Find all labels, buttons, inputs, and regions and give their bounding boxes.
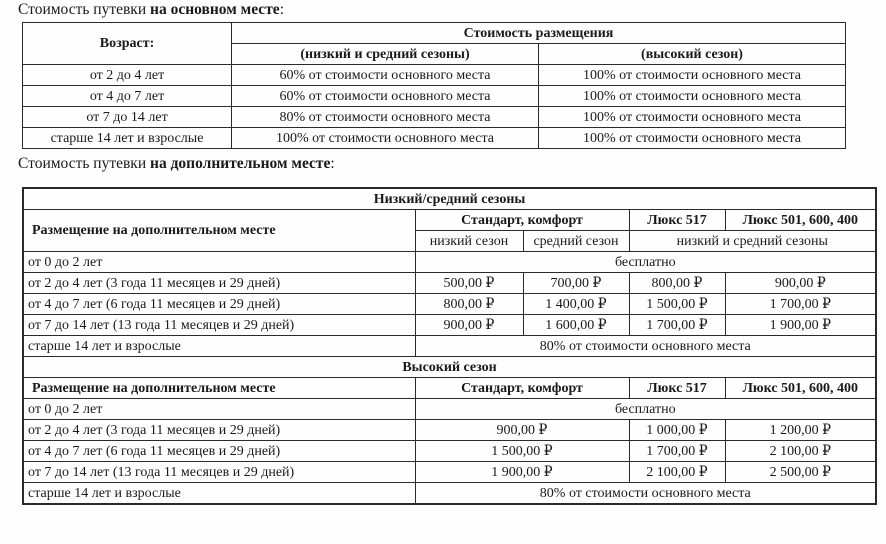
age-cell: от 0 до 2 лет (23, 399, 415, 420)
price-cell: 1 600,00 ₽ (523, 315, 629, 336)
value-cell: 80% от стоимости основного места (232, 107, 539, 128)
cost-header: Стоимость размещения (232, 23, 846, 44)
age-cell: от 2 до 4 лет (3 года 11 месяцев и 29 дней) (23, 273, 415, 294)
age-cell: от 4 до 7 лет (23, 86, 232, 107)
standard-header-high: Стандарт, комфорт (415, 378, 629, 399)
age-cell: старше 14 лет и взрослые (23, 336, 415, 357)
value-cell: 100% от стоимости основного места (539, 107, 846, 128)
main-place-table (22, 22, 846, 149)
low-season-header: низкий сезон (415, 231, 523, 252)
table-row (23, 315, 876, 336)
table-row (23, 462, 876, 483)
price-cell: 1 000,00 ₽ (629, 420, 725, 441)
table-row (23, 294, 876, 315)
value-cell: 100% от стоимости основного места (539, 128, 846, 149)
price-cell: 2 100,00 ₽ (725, 441, 876, 462)
age-cell: от 7 до 14 лет (13 года 11 месяцев и 29 дней) (23, 462, 415, 483)
price-cell: 1 900,00 ₽ (415, 462, 629, 483)
extra-place-table (22, 187, 877, 505)
caption-text: Стоимость путевки (18, 1, 151, 18)
placement-header-high: Размещение на дополнительном месте (23, 378, 415, 399)
age-cell: старше 14 лет и взрослые (23, 483, 415, 505)
free-cell: бесплатно (415, 399, 876, 420)
high-season-title: Высокий сезон (23, 357, 876, 378)
value-cell: 60% от стоимости основного места (232, 86, 539, 107)
table-row (23, 107, 846, 128)
caption-suffix: : (279, 1, 284, 18)
price-cell: 1 900,00 ₽ (725, 315, 876, 336)
price-cell: 1 700,00 ₽ (725, 294, 876, 315)
standard-header: Стандарт, комфорт (415, 210, 629, 231)
price-cell: 1 500,00 ₽ (629, 294, 725, 315)
age-cell: от 2 до 4 лет (3 года 11 месяцев и 29 дней) (23, 420, 415, 441)
table-row (23, 86, 846, 107)
price-cell: 1 500,00 ₽ (415, 441, 629, 462)
table-row (23, 420, 876, 441)
age-cell: от 4 до 7 лет (6 года 11 месяцев и 29 дней) (23, 294, 415, 315)
table-row (23, 483, 876, 505)
placement-header: Размещение на дополнительном месте (23, 210, 415, 252)
caption-extra-place (18, 155, 335, 173)
price-cell: 900,00 ₽ (725, 273, 876, 294)
price-cell: 800,00 ₽ (629, 273, 725, 294)
value-cell: 100% от стоимости основного места (539, 86, 846, 107)
value-cell: 60% от стоимости основного места (232, 65, 539, 86)
low-mid-season-title: Низкий/средний сезоны (23, 188, 876, 210)
free-cell: бесплатно (415, 252, 876, 273)
lux501-header-high: Люкс 501, 600, 400 (725, 378, 876, 399)
percent-cell: 80% от стоимости основного места (415, 336, 876, 357)
price-cell: 900,00 ₽ (415, 315, 523, 336)
price-cell: 500,00 ₽ (415, 273, 523, 294)
caption-suffix: : (330, 155, 335, 172)
table-row (23, 252, 876, 273)
table-row (23, 65, 846, 86)
value-cell: 100% от стоимости основного места (539, 65, 846, 86)
lux517-header-high: Люкс 517 (629, 378, 725, 399)
age-cell: старше 14 лет и взрослые (23, 128, 232, 149)
age-cell: от 7 до 14 лет (13 года 11 месяцев и 29 дней) (23, 315, 415, 336)
price-cell: 1 700,00 ₽ (629, 441, 725, 462)
percent-cell: 80% от стоимости основного места (415, 483, 876, 505)
price-cell: 1 200,00 ₽ (725, 420, 876, 441)
low-mid-seasons-header: низкий и средний сезоны (629, 231, 876, 252)
price-cell: 900,00 ₽ (415, 420, 629, 441)
price-cell: 2 100,00 ₽ (629, 462, 725, 483)
table-row (23, 273, 876, 294)
age-header: Возраст: (23, 23, 232, 65)
table-row (23, 336, 876, 357)
price-cell: 1 400,00 ₽ (523, 294, 629, 315)
age-cell: от 7 до 14 лет (23, 107, 232, 128)
season-high-header: (высокий сезон) (539, 44, 846, 65)
mid-season-header: средний сезон (523, 231, 629, 252)
age-cell: от 4 до 7 лет (6 года 11 месяцев и 29 дней) (23, 441, 415, 462)
lux517-header: Люкс 517 (629, 210, 725, 231)
value-cell: 100% от стоимости основного места (232, 128, 539, 149)
price-cell: 1 700,00 ₽ (629, 315, 725, 336)
table-row (23, 399, 876, 420)
caption-bold: на основном месте (150, 1, 280, 18)
table-row (23, 441, 876, 462)
price-cell: 800,00 ₽ (415, 294, 523, 315)
season-low-mid-header: (низкий и средний сезоны) (232, 44, 539, 65)
caption-bold: на дополнительном месте (150, 155, 331, 172)
age-cell: от 2 до 4 лет (23, 65, 232, 86)
price-cell: 700,00 ₽ (523, 273, 629, 294)
age-cell: от 0 до 2 лет (23, 252, 415, 273)
caption-text: Стоимость путевки (18, 155, 151, 172)
caption-main-place (18, 1, 284, 19)
lux501-header: Люкс 501, 600, 400 (725, 210, 876, 231)
price-cell: 2 500,00 ₽ (725, 462, 876, 483)
table-row (23, 128, 846, 149)
